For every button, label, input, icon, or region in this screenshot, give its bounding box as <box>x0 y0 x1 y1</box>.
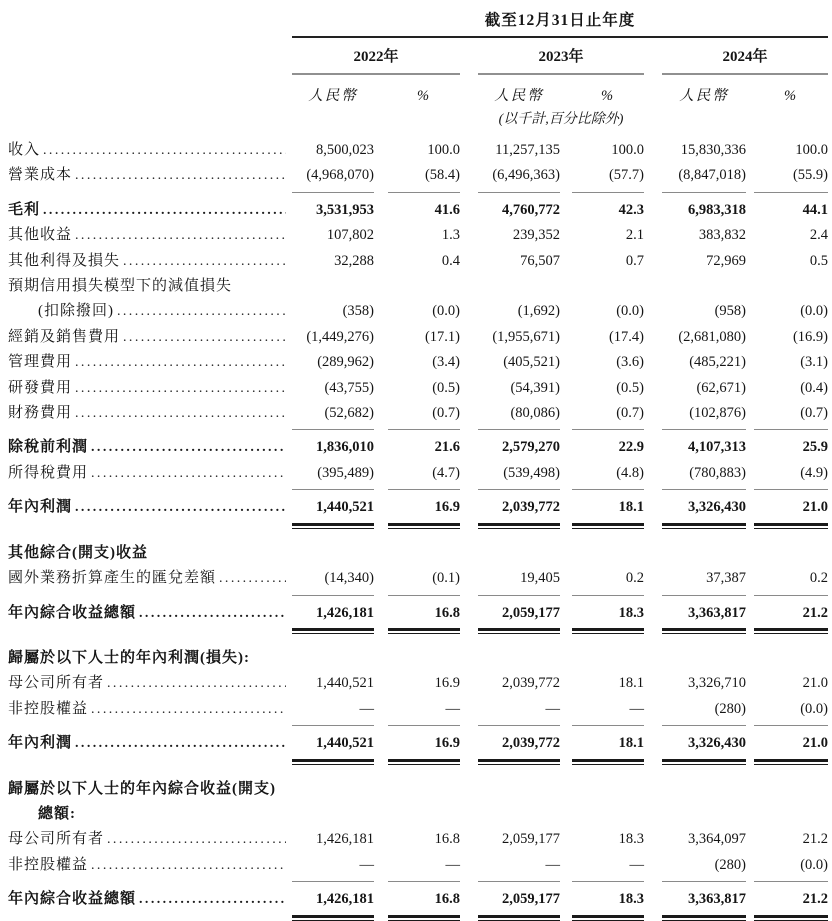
amount-cell: (80,086) <box>478 401 560 430</box>
pct-cell: (0.5) <box>616 379 644 396</box>
pct-cell: 22.9 <box>618 439 644 456</box>
amount-cell: (280) <box>662 697 746 726</box>
dot-leader <box>123 325 286 350</box>
amount-cell: 72,969 <box>706 252 746 269</box>
pct-cell: — <box>572 697 644 726</box>
row-label-text: 母公司所有者 <box>8 831 105 848</box>
amount-cell: (8,847,018) <box>662 163 746 192</box>
pct-cell: 0.2 <box>754 566 828 595</box>
amount-cell: 3,326,710 <box>688 675 746 692</box>
amount-cell: 2,059,177 <box>478 887 560 917</box>
row-label <box>8 697 286 722</box>
pct-cell: (0.7) <box>388 401 460 430</box>
pct-cell: 18.1 <box>572 495 644 525</box>
pct-cell: 18.1 <box>618 675 644 692</box>
table-row <box>8 853 826 882</box>
pct-cell: 21.2 <box>754 601 828 631</box>
amount-cell: 2,039,772 <box>478 495 560 525</box>
row-label-text: 總額: <box>38 805 76 822</box>
table-row <box>8 827 826 852</box>
row-label-text: 歸屬於以下人士的年內綜合收益(開支) <box>8 780 276 797</box>
row-label-text: 年內利潤 <box>8 499 73 516</box>
pct-header-2022: % <box>416 88 432 104</box>
table-row <box>8 490 826 525</box>
financial-table-rows <box>8 138 826 918</box>
dot-leader <box>139 887 286 912</box>
amount-cell: 1,836,010 <box>316 439 374 456</box>
table-row <box>8 726 826 761</box>
amount-cell: (780,883) <box>662 461 746 490</box>
dot-leader <box>91 461 286 486</box>
pct-cell: 16.9 <box>434 675 460 692</box>
pct-cell: 21.2 <box>802 831 828 848</box>
amount-cell: (102,876) <box>662 401 746 430</box>
row-label <box>8 223 286 248</box>
table-row <box>8 882 826 917</box>
row-label-text: 管理費用 <box>8 354 73 371</box>
amount-cell: 107,802 <box>326 227 374 244</box>
row-label-text: 其他綜合(開支)收益 <box>8 544 148 561</box>
dot-leader <box>75 350 286 375</box>
row-label-text: 經銷及銷售費用 <box>8 328 121 345</box>
amount-cell: (1,692) <box>517 303 560 320</box>
table-row <box>8 596 826 631</box>
pct-cell: 0.4 <box>441 252 460 269</box>
pct-cell: (0.0) <box>432 303 460 320</box>
row-label <box>8 601 286 626</box>
pct-cell: 1.3 <box>441 227 460 244</box>
pct-cell: — <box>572 853 644 882</box>
dot-leader <box>117 299 286 324</box>
row-label-text: 非控股權益 <box>8 856 89 873</box>
dot-leader <box>107 827 286 852</box>
row-label <box>8 887 286 912</box>
table-row <box>8 566 826 595</box>
pct-cell: 16.9 <box>388 495 460 525</box>
unit-note: (以千計,百分比除外) <box>498 112 624 127</box>
amount-cell: — <box>292 853 374 882</box>
amount-cell: 2,059,177 <box>502 831 560 848</box>
row-label <box>8 541 286 566</box>
row-label <box>8 138 286 163</box>
pct-cell: 25.9 <box>802 439 828 456</box>
row-label <box>8 325 286 350</box>
pct-cell: (0.0) <box>800 303 828 320</box>
pct-cell: (4.9) <box>754 461 828 490</box>
table-row <box>8 802 826 827</box>
amount-cell: 3,326,430 <box>662 495 746 525</box>
row-label-text: 其他收益 <box>8 227 73 244</box>
row-label <box>8 274 286 299</box>
pct-cell: (0.1) <box>388 566 460 595</box>
row-label-text: 預期信用損失模型下的減值損失 <box>8 278 233 295</box>
amount-cell: (14,340) <box>292 566 374 595</box>
amount-cell: 8,500,023 <box>316 142 374 158</box>
amount-cell: 1,440,521 <box>292 731 374 761</box>
dot-leader <box>43 138 286 163</box>
table-row <box>8 541 826 566</box>
row-label <box>8 671 286 696</box>
pct-cell: (0.5) <box>432 379 460 396</box>
amount-cell: (958) <box>714 303 746 320</box>
pct-cell: 21.0 <box>754 731 828 761</box>
table-row <box>8 461 826 490</box>
pct-cell: 21.0 <box>802 675 828 692</box>
row-label-text: 國外業務折算產生的匯兌差額 <box>8 570 217 587</box>
pct-header-2023: % <box>600 88 616 104</box>
row-label-text: 歸屬於以下人士的年內利潤(損失): <box>8 649 250 666</box>
amount-cell: (485,221) <box>689 354 746 371</box>
pct-cell: 42.3 <box>618 201 644 218</box>
header-rule <box>292 36 828 38</box>
dot-leader <box>75 376 286 401</box>
row-label-text: 毛利 <box>8 201 41 218</box>
row-label <box>8 646 286 671</box>
row-label <box>8 401 286 426</box>
amount-cell: 1,440,521 <box>316 675 374 692</box>
table-row <box>8 697 826 726</box>
row-label-text: 財務費用 <box>8 405 73 422</box>
dot-leader <box>91 697 286 722</box>
amount-cell: (43,755) <box>324 379 374 396</box>
amount-cell: (2,681,080) <box>678 328 746 345</box>
dot-leader <box>139 601 286 626</box>
row-label <box>8 495 286 520</box>
pct-header-2024: % <box>783 88 799 104</box>
row-label-text: 年內利潤 <box>8 735 73 752</box>
amount-cell: (358) <box>342 303 374 320</box>
row-label <box>8 566 286 591</box>
amount-cell: — <box>292 697 374 726</box>
amount-cell: 4,760,772 <box>502 201 560 218</box>
amount-cell: 76,507 <box>520 252 560 269</box>
pct-cell: (16.9) <box>792 328 828 345</box>
pct-cell: 16.8 <box>434 831 460 848</box>
dot-leader <box>75 401 286 426</box>
amount-cell: (1,955,671) <box>492 328 560 345</box>
table-row <box>8 193 826 223</box>
pct-cell: (17.1) <box>424 328 460 345</box>
amount-cell: 1,426,181 <box>316 831 374 848</box>
row-label <box>8 350 286 375</box>
rmb-header-2024: 人民幣 <box>679 88 729 104</box>
row-label <box>8 249 286 274</box>
pct-cell: 16.9 <box>388 731 460 761</box>
row-label-text: 除稅前利潤 <box>8 439 89 456</box>
row-label <box>8 435 286 460</box>
pct-cell: 2.4 <box>809 227 828 244</box>
amount-cell: 3,363,817 <box>662 887 746 917</box>
dot-leader <box>91 853 286 878</box>
pct-cell: (3.1) <box>800 354 828 371</box>
row-label-text: 年內綜合收益總額 <box>8 891 137 908</box>
row-label-text: 年內綜合收益總額 <box>8 604 137 621</box>
amount-cell: 19,405 <box>478 566 560 595</box>
table-row <box>8 138 826 163</box>
amount-cell: 1,440,521 <box>292 495 374 525</box>
pct-cell: (55.9) <box>754 163 828 192</box>
amount-cell: 1,426,181 <box>292 601 374 631</box>
table-row <box>8 274 826 299</box>
amount-cell: 3,364,097 <box>688 831 746 848</box>
amount-cell: 2,579,270 <box>502 439 560 456</box>
row-label <box>8 731 286 756</box>
pct-cell: 18.3 <box>572 887 644 917</box>
pct-cell: (0.7) <box>572 401 644 430</box>
pct-cell: 44.1 <box>802 201 828 218</box>
amount-cell: (52,682) <box>292 401 374 430</box>
amount-cell: 1,426,181 <box>292 887 374 917</box>
pct-cell: (0.7) <box>754 401 828 430</box>
dot-leader <box>219 566 286 591</box>
amount-cell: (62,671) <box>696 379 746 396</box>
pct-cell: (0.0) <box>616 303 644 320</box>
amount-cell: 2,039,772 <box>502 675 560 692</box>
pct-cell: 100.0 <box>427 142 460 158</box>
table-row <box>8 299 826 324</box>
pct-cell: — <box>388 853 460 882</box>
table-row <box>8 223 826 248</box>
table-row <box>8 646 826 671</box>
amount-cell: 6,983,318 <box>688 201 746 218</box>
pct-cell: (4.7) <box>388 461 460 490</box>
amount-cell: 11,257,135 <box>495 142 560 158</box>
pct-cell: 21.2 <box>754 887 828 917</box>
row-label <box>8 853 286 878</box>
table-row <box>8 163 826 192</box>
row-label-text: 研發費用 <box>8 379 73 396</box>
amount-cell: 383,832 <box>698 227 746 244</box>
pct-cell: — <box>388 697 460 726</box>
amount-cell: 2,039,772 <box>478 731 560 761</box>
pct-cell: 18.1 <box>572 731 644 761</box>
pct-cell: 16.8 <box>388 601 460 631</box>
row-label-text: 其他利得及損失 <box>8 252 121 269</box>
pct-cell: (57.7) <box>572 163 644 192</box>
pct-cell: 16.8 <box>388 887 460 917</box>
row-label-text: 非控股權益 <box>8 700 89 717</box>
dot-leader <box>91 435 286 460</box>
amount-cell: 15,830,336 <box>680 142 746 158</box>
pct-cell: (4.8) <box>572 461 644 490</box>
amount-cell: 3,326,430 <box>662 731 746 761</box>
amount-cell: (405,521) <box>503 354 560 371</box>
period-header: 截至12月31日止年度 <box>484 12 636 29</box>
row-label-text: 母公司所有者 <box>8 675 105 692</box>
dot-leader <box>75 495 286 520</box>
amount-cell: 37,387 <box>662 566 746 595</box>
year-label-2022: 2022年 <box>292 45 460 75</box>
row-label <box>8 461 286 486</box>
table-row <box>8 430 826 460</box>
amount-cell: (539,498) <box>478 461 560 490</box>
pct-cell: 100.0 <box>611 142 644 158</box>
table-row <box>8 249 826 274</box>
amount-cell: (6,496,363) <box>478 163 560 192</box>
table-row <box>8 325 826 350</box>
table-row <box>8 777 826 802</box>
dot-leader <box>123 249 286 274</box>
amount-cell: 3,363,817 <box>662 601 746 631</box>
row-label-text: 所得稅費用 <box>8 464 89 481</box>
pct-cell: 0.2 <box>572 566 644 595</box>
amount-cell: 239,352 <box>512 227 560 244</box>
pct-cell: 0.7 <box>625 252 644 269</box>
amount-cell: 32,288 <box>334 252 374 269</box>
amount-cell: (280) <box>662 853 746 882</box>
pct-cell: 18.3 <box>572 601 644 631</box>
pct-cell: (0.4) <box>800 379 828 396</box>
dot-leader <box>75 731 286 756</box>
table-row <box>8 350 826 375</box>
dot-leader <box>75 163 286 188</box>
amount-cell: 4,107,313 <box>688 439 746 456</box>
dot-leader <box>75 223 286 248</box>
amount-cell: — <box>478 697 560 726</box>
row-label-text: 營業成本 <box>8 167 73 184</box>
row-label <box>8 198 286 223</box>
amount-cell: (1,449,276) <box>306 328 374 345</box>
pct-cell: (3.4) <box>432 354 460 371</box>
table-row <box>8 376 826 401</box>
row-label-text: 收入 <box>8 142 41 158</box>
row-label <box>8 802 286 827</box>
amount-cell: 3,531,953 <box>316 201 374 218</box>
dot-leader <box>107 671 286 696</box>
amount-cell: (54,391) <box>510 379 560 396</box>
pct-cell: 2.1 <box>625 227 644 244</box>
rmb-header-2022: 人民幣 <box>308 88 358 104</box>
pct-cell: 41.6 <box>434 201 460 218</box>
amount-cell: — <box>478 853 560 882</box>
row-label-text: (扣除撥回) <box>38 303 114 320</box>
pct-cell: (17.4) <box>608 328 644 345</box>
amount-cell: (395,489) <box>292 461 374 490</box>
table-header <box>8 8 826 128</box>
pct-cell: (0.0) <box>754 697 828 726</box>
year-label-2023: 2023年 <box>478 45 644 75</box>
table-row <box>8 671 826 696</box>
amount-cell: (289,962) <box>317 354 374 371</box>
year-label-2024: 2024年 <box>662 45 828 75</box>
pct-cell: 21.0 <box>754 495 828 525</box>
pct-cell: 100.0 <box>795 142 828 158</box>
row-label <box>8 299 286 324</box>
pct-cell: (58.4) <box>388 163 460 192</box>
dot-leader <box>43 198 286 223</box>
rmb-header-2023: 人民幣 <box>494 88 544 104</box>
amount-cell: (4,968,070) <box>292 163 374 192</box>
row-label <box>8 163 286 188</box>
pct-cell: 21.6 <box>434 439 460 456</box>
row-label <box>8 777 286 802</box>
row-label <box>8 827 286 852</box>
pct-cell: 18.3 <box>618 831 644 848</box>
table-row <box>8 401 826 430</box>
pct-cell: 0.5 <box>809 252 828 269</box>
amount-cell: 2,059,177 <box>478 601 560 631</box>
row-label <box>8 376 286 401</box>
pct-cell: (3.6) <box>616 354 644 371</box>
pct-cell: (0.0) <box>754 853 828 882</box>
